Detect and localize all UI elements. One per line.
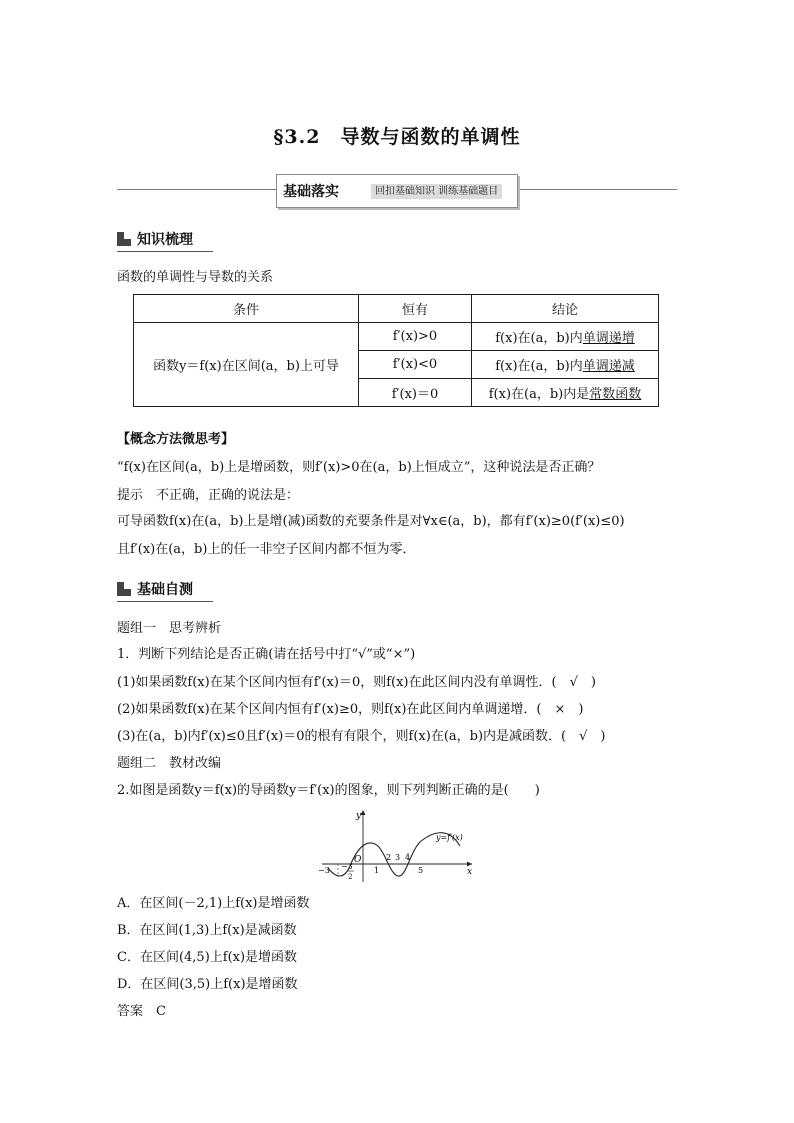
question-2: 2.如图是函数y＝f(x)的导函数y＝f′(x)的图象，则下列判断正确的是( )	[117, 783, 540, 798]
condition-cell: 函数y＝f(x)在区间(a，b)上可导	[134, 323, 359, 407]
section-title: 基础自测	[137, 582, 193, 598]
tick-label: 5	[418, 866, 424, 875]
derivative-cell: f′(x)<0	[359, 351, 472, 379]
section-underline	[117, 251, 213, 252]
derivative-cell: f′(x)＝0	[359, 379, 472, 407]
tick-label: 4	[405, 853, 411, 862]
tick-label: −3	[318, 866, 330, 875]
result-prefix: f(x)在(a，b)内是	[488, 387, 590, 402]
tick-label: 3	[395, 853, 401, 862]
header-conclusion: 结论	[472, 295, 659, 323]
x-axis-arrow-icon	[467, 862, 472, 867]
banner-sub-label: 回扣基础知识 训练基础题目	[371, 184, 502, 199]
result-prefix: f(x)在(a，b)内	[495, 331, 583, 346]
result-key: 单调递增	[582, 331, 635, 346]
result-cell	[472, 323, 659, 351]
judgement-item: (2)如果函数f(x)在某个区间内恒有f′(x)≥0，则f(x)在此区间内单调递增．( × )	[117, 702, 584, 717]
group2-title: 题组二 教材改编	[117, 756, 222, 771]
relation-table	[133, 294, 659, 407]
y-axis-label: y	[356, 811, 362, 821]
think-line-1: 可导函数f(x)在(a，b)上是增(减)函数的充要条件是对∀x∈(a，b)，都有f′(x)≥0(f′(x)≤0)	[117, 514, 625, 529]
banner-main-label: 基础落实	[283, 184, 339, 200]
page-title: §3.2 导数与函数的单调性	[273, 126, 521, 148]
y-axis-arrow-icon	[361, 810, 366, 815]
think-question: “f(x)在区间(a，b)上是增函数，则f′(x)>0在(a，b)上恒成立”，这种说法是否正确？	[117, 460, 601, 475]
answer: 答案 C	[117, 1004, 166, 1019]
think-hint: 提示 不正确，正确的说法是：	[117, 488, 300, 503]
group1-title: 题组一 思考辨析	[117, 621, 222, 636]
origin-label: O	[354, 855, 362, 865]
header-condition: 条件	[134, 295, 359, 323]
tick-label: 1	[374, 866, 380, 875]
option-a: A．在区间(－2,1)上f(x)是增函数	[117, 896, 310, 911]
section-square-icon	[117, 582, 131, 596]
section-square-icon	[117, 232, 131, 246]
table-row	[134, 323, 659, 351]
judgement-item: (1)如果函数f(x)在某个区间内恒有f′(x)＝0，则f(x)在此区间内没有单调性．( √ )	[117, 675, 596, 690]
option-c: C．在区间(4,5)上f(x)是增函数	[117, 950, 298, 965]
judgement-item: (3)在(a，b)内f′(x)≤0且f′(x)＝0的根有有限个，则f(x)在(a，b)内是减函数．( √ )	[117, 729, 606, 744]
tick-label: −	[341, 862, 348, 871]
derivative-cell: f′(x)>0	[359, 323, 472, 351]
section-underline	[117, 601, 213, 602]
option-d: D．在区间(3,5)上f(x)是增函数	[117, 977, 298, 992]
table-caption: 函数的单调性与导数的关系	[117, 270, 274, 285]
section-heading-selftest	[117, 579, 213, 601]
derivative-graph	[310, 806, 480, 886]
option-b: B．在区间(1,3)上f(x)是减函数	[117, 923, 297, 938]
question-1: 1．判断下列结论是否正确(请在括号中打“√”或“×”)	[117, 647, 416, 662]
think-heading: 【概念方法微思考】	[117, 432, 235, 447]
table-header-row	[134, 295, 659, 323]
section-banner	[276, 174, 518, 208]
think-line-2: 且f′(x)在(a，b)上的任一非空子区间内都不恒为零．	[117, 542, 416, 557]
x-axis-label: x	[467, 867, 473, 877]
tick-label: 2	[348, 873, 353, 881]
result-key: 单调递减	[582, 359, 635, 374]
curve-label: y=f′(x)	[436, 833, 463, 842]
tick-label: 3	[348, 863, 353, 871]
result-prefix: f(x)在(a，b)内	[495, 359, 583, 374]
tick-label: 2	[386, 853, 392, 862]
section-heading-knowledge	[117, 229, 213, 251]
header-always: 恒有	[359, 295, 472, 323]
result-key: 常数函数	[589, 387, 642, 402]
section-title: 知识梳理	[137, 232, 193, 248]
result-cell	[472, 351, 659, 379]
result-cell	[472, 379, 659, 407]
